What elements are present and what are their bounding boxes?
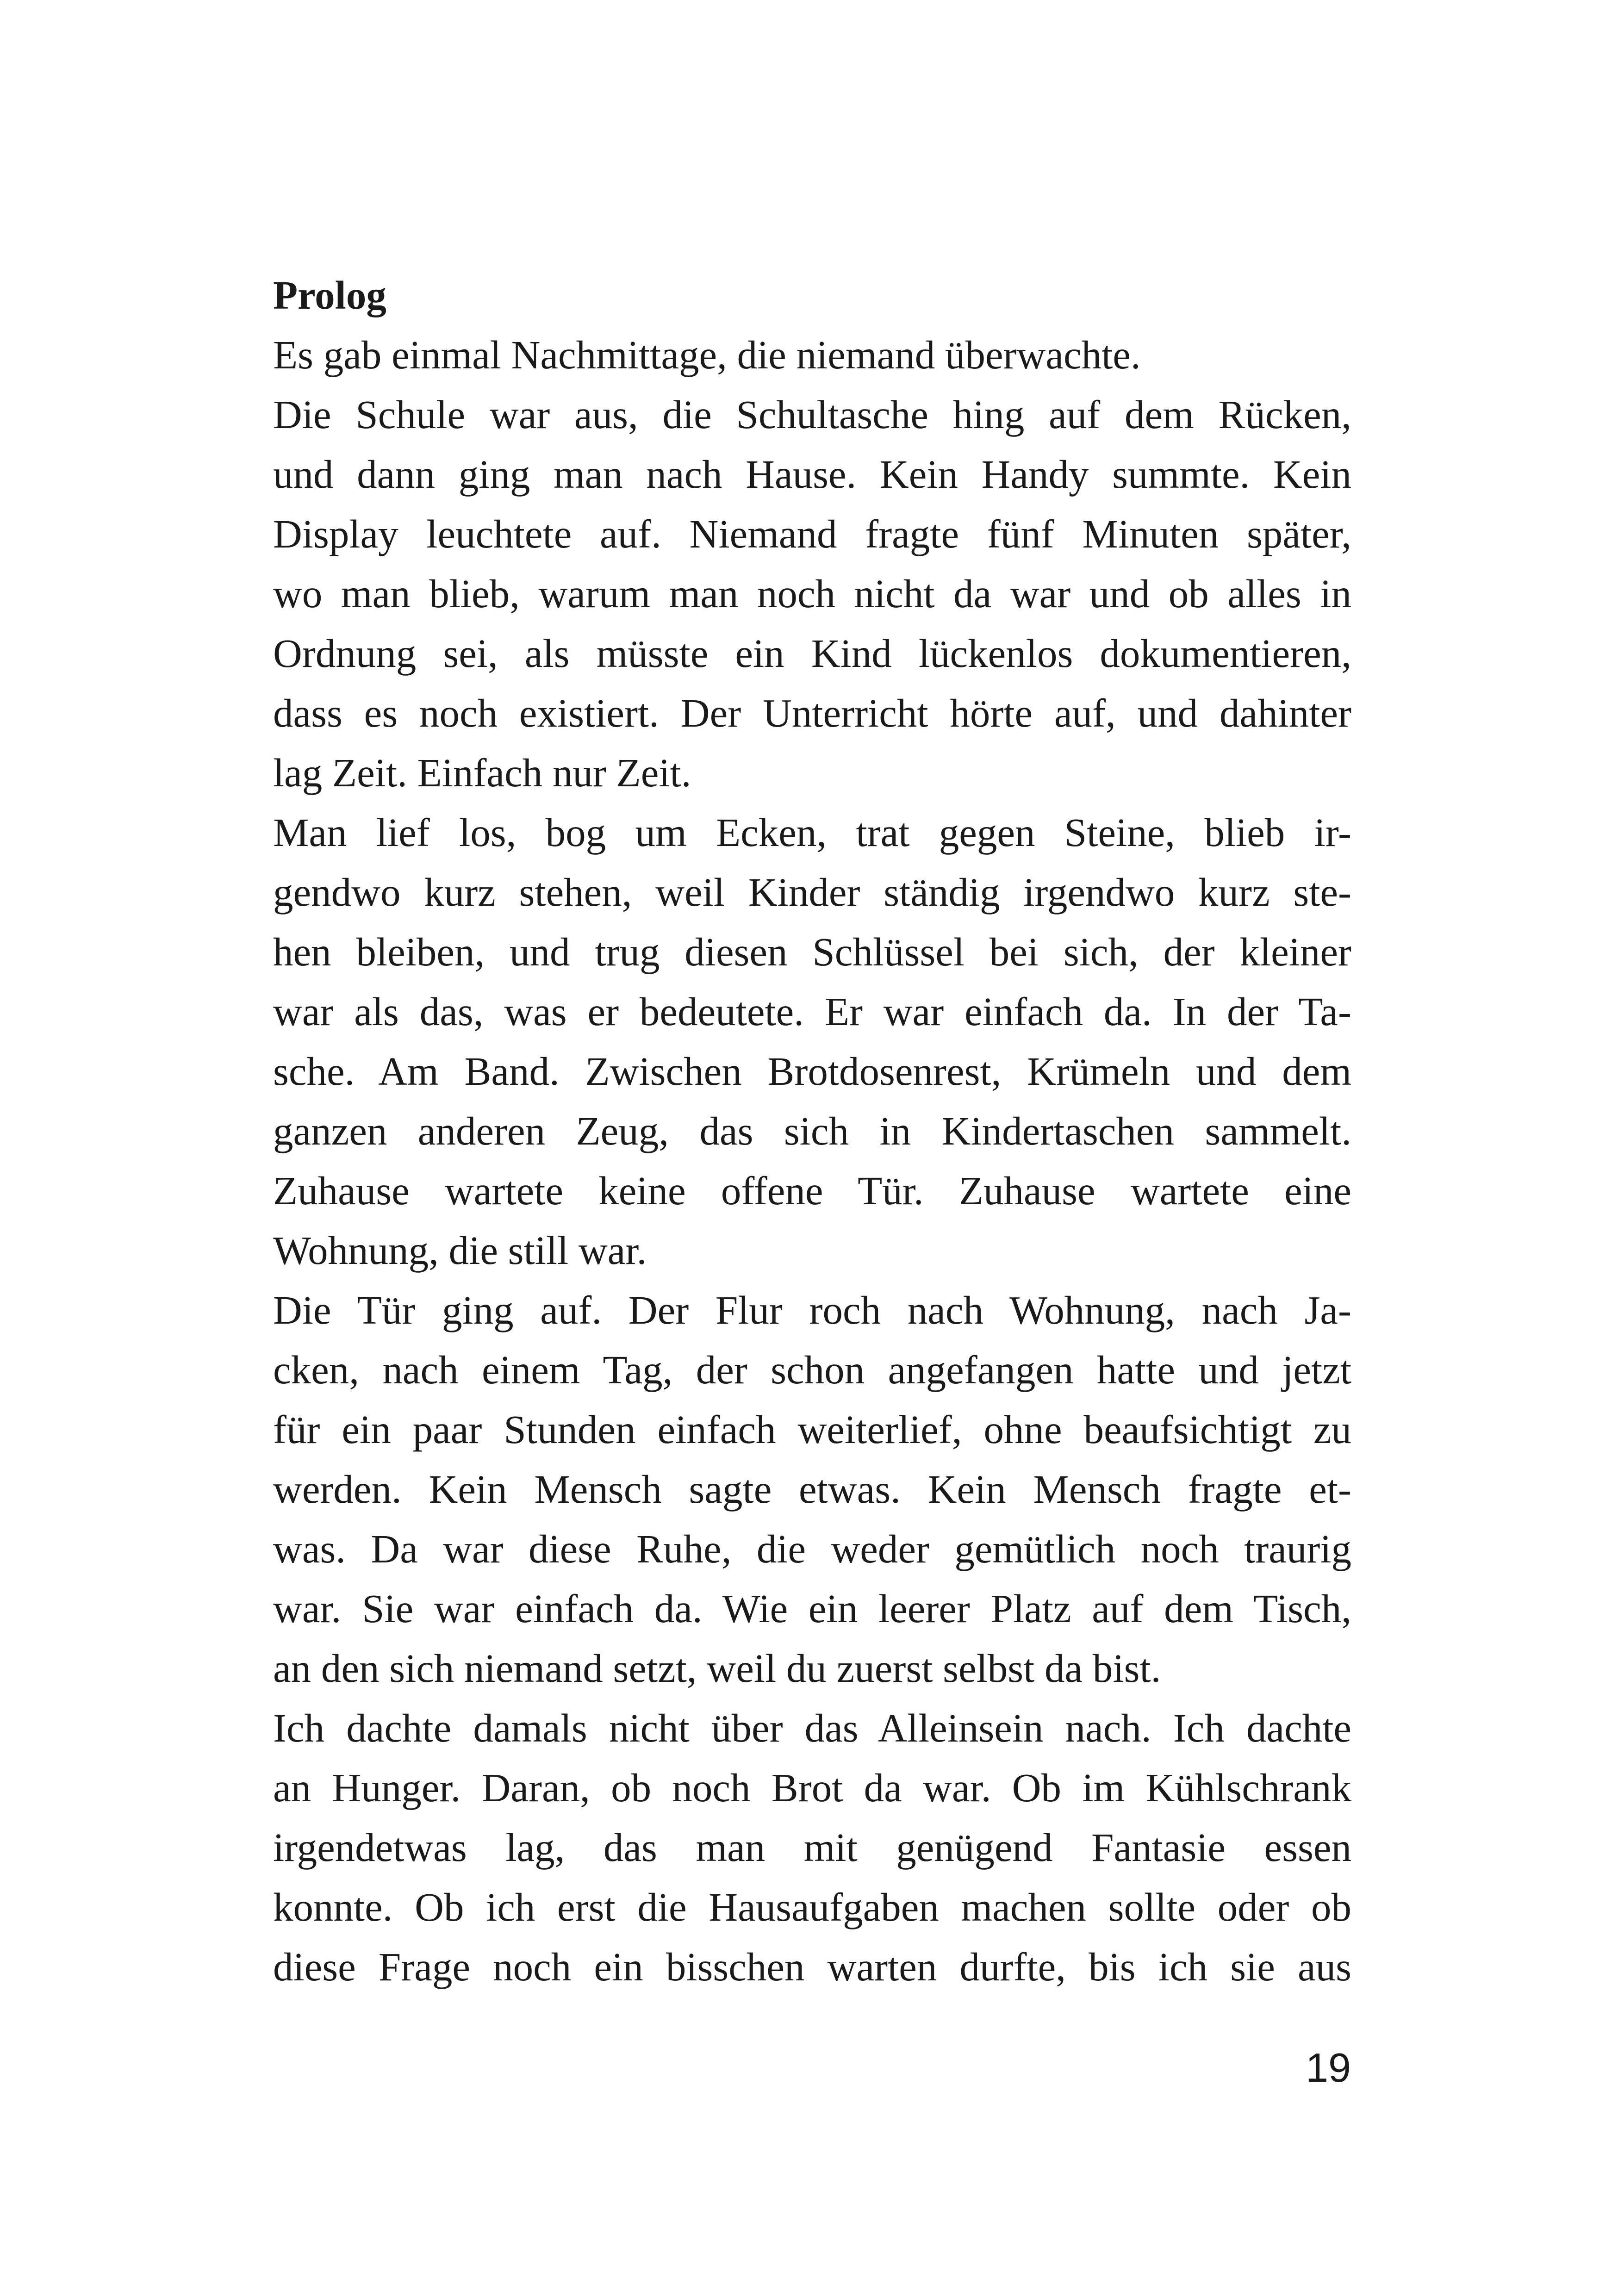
paragraph: [273, 1698, 1351, 1997]
text-line: war als das, was er bedeutete. Er war einfach da. In der Ta-: [273, 989, 1351, 1034]
paragraph: [273, 325, 1351, 385]
text-line: lag Zeit. Einfach nur Zeit.: [273, 750, 691, 795]
text-line: sche. Am Band. Zwischen Brotdosenrest, Krümeln und dem: [273, 1049, 1351, 1094]
text-line: Ich dachte damals nicht über das Alleinsein nach. Ich dachte: [273, 1705, 1351, 1750]
page-number: 19: [1306, 2045, 1351, 2091]
text-line: irgendetwas lag, das man mit genügend Fantasie essen: [273, 1825, 1351, 1870]
text-line: Display leuchtete auf. Niemand fragte fünf Minuten später,: [273, 511, 1351, 556]
text-line: Die Tür ging auf. Der Flur roch nach Wohnung, nach Ja-: [273, 1288, 1351, 1332]
text-line: konnte. Ob ich erst die Hausaufgaben machen sollte oder ob: [273, 1885, 1351, 1929]
text-line: hen bleiben, und trug diesen Schlüssel bei sich, der kleiner: [273, 929, 1351, 974]
text-line: Man lief los, bog um Ecken, trat gegen Steine, blieb ir-: [273, 810, 1351, 855]
text-line: Es gab einmal Nachmittage, die niemand überwachte.: [273, 332, 1141, 377]
text-line: war. Sie war einfach da. Wie ein leerer Platz auf dem Tisch,: [273, 1586, 1351, 1631]
text-line: und dann ging man nach Hause. Kein Handy summte. Kein: [273, 452, 1351, 497]
text-line: für ein paar Stunden einfach weiterlief, ohne beaufsichtigt zu: [273, 1407, 1351, 1452]
body-text: [273, 325, 1351, 1997]
text-line: wo man blieb, warum man noch nicht da war und ob alles in: [273, 571, 1351, 616]
text-line: ganzen anderen Zeug, das sich in Kindertaschen sammelt.: [273, 1108, 1351, 1153]
paragraph: [273, 1280, 1351, 1698]
text-line: was. Da war diese Ruhe, die weder gemütlich noch traurig: [273, 1526, 1351, 1571]
text-line: Zuhause wartete keine offene Tür. Zuhause wartete eine: [273, 1168, 1351, 1213]
text-line: cken, nach einem Tag, der schon angefangen hatte und jetzt: [273, 1347, 1351, 1392]
text-line: werden. Kein Mensch sagte etwas. Kein Mensch fragte et-: [273, 1467, 1351, 1512]
text-line: diese Frage noch ein bisschen warten durfte, bis ich sie aus: [273, 1944, 1351, 1989]
text-line: Die Schule war aus, die Schultasche hing auf dem Rücken,: [273, 392, 1351, 437]
paragraph: [273, 385, 1351, 803]
text-line: Ordnung sei, als müsste ein Kind lückenlos dokumentieren,: [273, 631, 1351, 676]
paragraph: [273, 803, 1351, 1280]
text-line: Wohnung, die still war.: [273, 1228, 647, 1273]
text-block: [273, 265, 1351, 1997]
text-line: an Hunger. Daran, ob noch Brot da war. Ob im Kühlschrank: [273, 1765, 1351, 1810]
text-line: dass es noch existiert. Der Unterricht hörte auf, und dahinter: [273, 691, 1351, 735]
text-line: an den sich niemand setzt, weil du zuerst selbst da bist.: [273, 1646, 1161, 1691]
text-line: gendwo kurz stehen, weil Kinder ständig irgendwo kurz ste-: [273, 870, 1351, 915]
chapter-heading: Prolog: [273, 273, 386, 317]
